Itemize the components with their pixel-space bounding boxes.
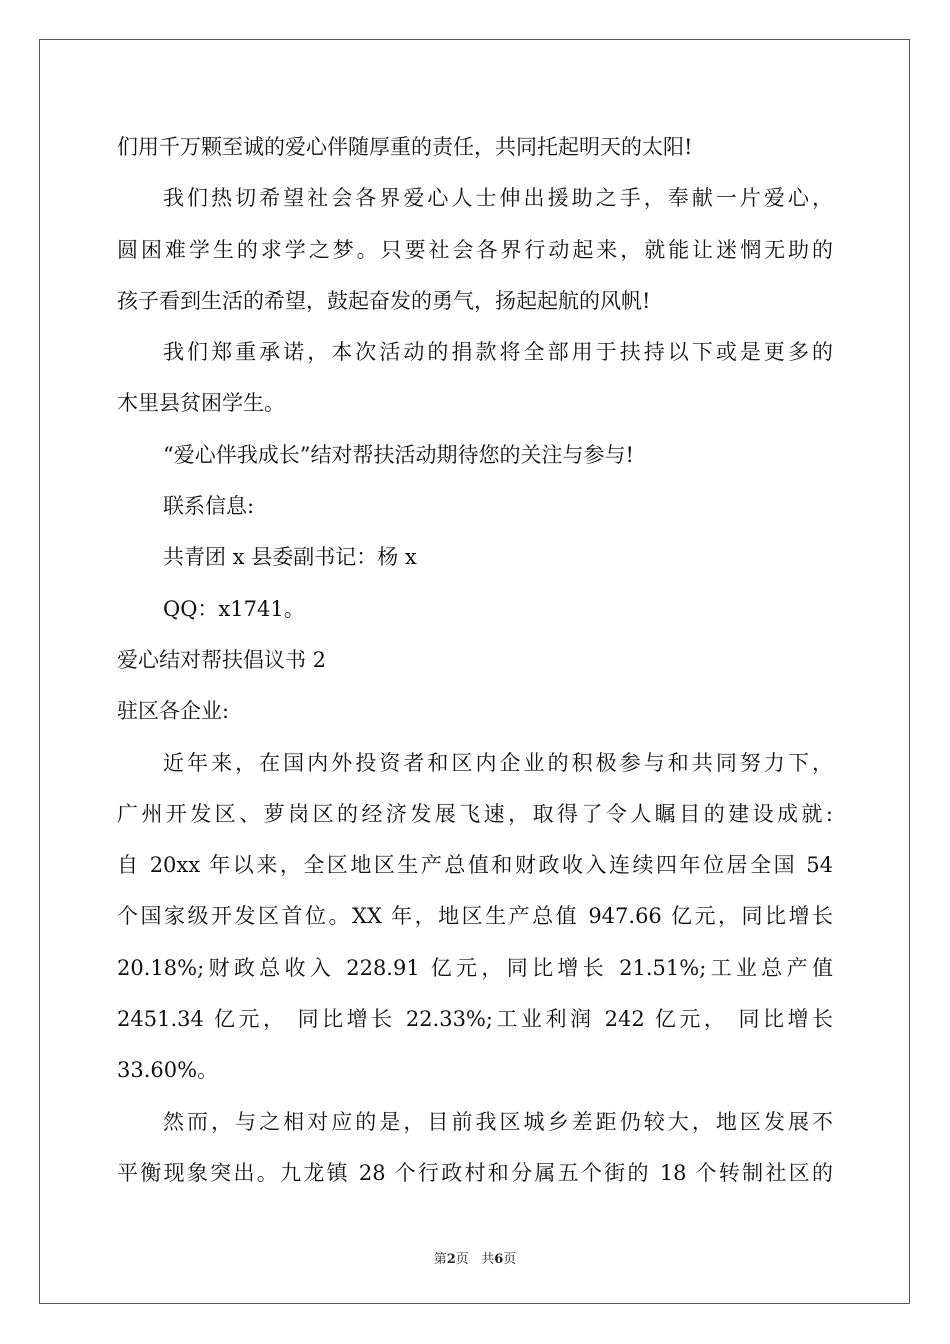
text-line: 联系信息: (163, 494, 255, 519)
text-line: 木里县贫困学生。 (117, 391, 285, 416)
document-body (117, 122, 833, 1199)
text-line: 我们郑重承诺，本次活动的捐款将全部用于扶持以下或是更多的 (163, 340, 833, 365)
text-line: 自 20xx 年以来，全区地区生产总值和财政收入连续四年位居全国 54 (117, 853, 833, 878)
section-title: 爱心结对帮扶倡议书 2 (117, 647, 327, 672)
text-line: 我们热切希望社会各界爱心人士伸出援助之手，奉献一片爱心， (163, 186, 833, 211)
text-line: 2451.34 亿元， 同比增长 22.33%;工业利润 242 亿元， 同比增长 (117, 1007, 833, 1032)
page-footer (0, 1248, 950, 1267)
text-line: 然而，与之相对应的是，目前我区城乡差距仍较大，地区发展不 (163, 1109, 833, 1134)
text-line: 孩子看到生活的希望，鼓起奋发的勇气，扬起起航的风帆! (117, 288, 651, 313)
text-line: 平衡现象突出。九龙镇 28 个行政村和分属五个街的 18 个转制社区的 (117, 1160, 833, 1185)
total-suffix: 页 (503, 1252, 517, 1267)
page-suffix: 页 (455, 1252, 469, 1267)
text-line: 个国家级开发区首位。XX 年，地区生产总值 947.66 亿元，同比增长 (117, 904, 833, 929)
text-line: 33.60%。 (117, 1058, 219, 1083)
total-pages: 6 (494, 1252, 504, 1267)
text-line: 圆困难学生的求学之梦。只要社会各界行动起来，就能让迷惘无助的 (117, 237, 833, 262)
page-prefix: 第 (433, 1252, 447, 1267)
total-prefix: 共 (481, 1252, 495, 1267)
text-line: 们用千万颗至诚的爱心伴随厚重的责任，共同托起明天的太阳! (117, 135, 693, 159)
text-line: “爱心伴我成长”结对帮扶活动期待您的关注与参与! (163, 442, 634, 467)
text-line: 20.18%;财政总收入 228.91 亿元，同比增长 21.51%;工业总产值 (117, 955, 833, 980)
text-line: QQ：x1741。 (163, 596, 305, 621)
page-number: 2 (446, 1252, 456, 1267)
text-line: 近年来，在国内外投资者和区内企业的积极参与和共同努力下， (163, 750, 833, 775)
text-line: 共青团 x 县委副书记：杨 x (163, 545, 417, 570)
salutation: 驻区各企业: (117, 699, 230, 724)
text-line: 广州开发区、萝岗区的经济发展飞速，取得了令人瞩目的建设成就: (117, 801, 833, 826)
